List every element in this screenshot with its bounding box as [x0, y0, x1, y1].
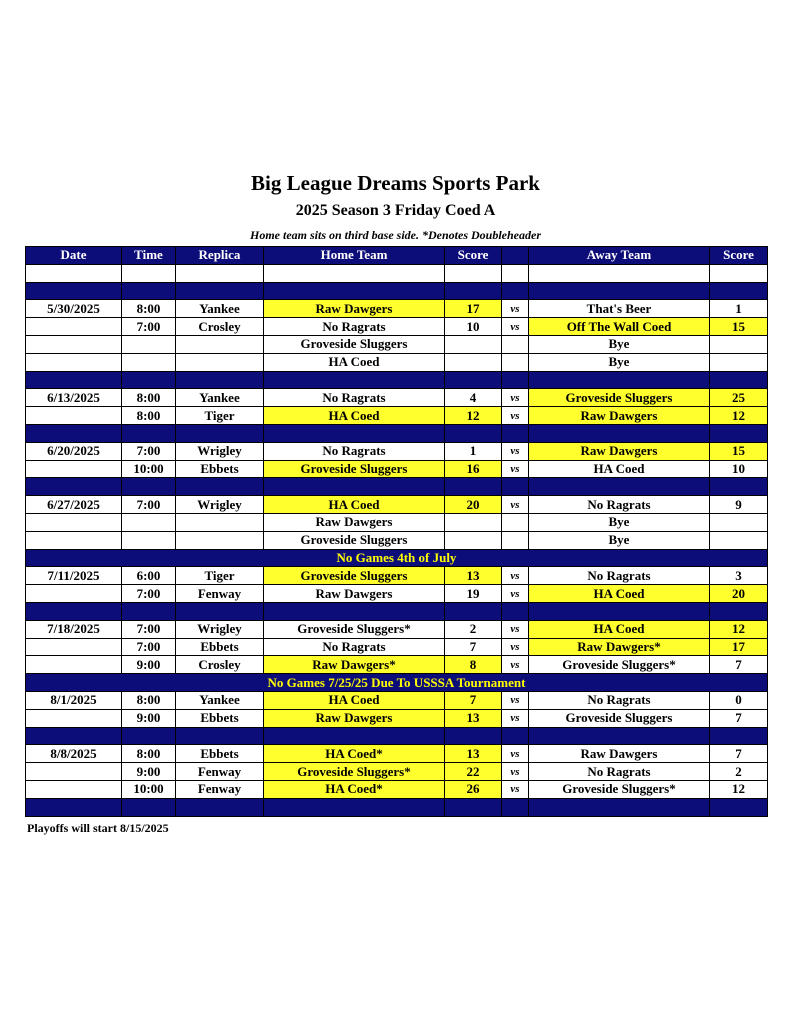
vs-cell: vs: [502, 496, 529, 514]
separator-cell: [122, 798, 176, 816]
date-cell: [26, 656, 122, 674]
vs-cell: vs: [502, 656, 529, 674]
separator-cell: [710, 602, 768, 620]
separator-cell: [264, 798, 445, 816]
home-score-cell: 20: [445, 496, 502, 514]
away-team-cell: Groveside Sluggers: [529, 389, 710, 407]
vs-cell: vs: [502, 691, 529, 709]
separator-cell: [176, 282, 264, 300]
away-team-cell: HA Coed: [529, 460, 710, 478]
replica-cell: Wrigley: [176, 442, 264, 460]
separator-cell: [502, 602, 529, 620]
column-header-away-score: Score: [710, 247, 768, 265]
away-team-cell: Bye: [529, 513, 710, 531]
replica-cell: Yankee: [176, 691, 264, 709]
column-header-time: Time: [122, 247, 176, 265]
time-cell: 8:00: [122, 745, 176, 763]
separator-cell: [176, 602, 264, 620]
replica-cell: Ebbets: [176, 709, 264, 727]
separator-cell: [264, 282, 445, 300]
away-score-cell: 7: [710, 709, 768, 727]
time-cell: 7:00: [122, 318, 176, 336]
home-score-cell: 4: [445, 389, 502, 407]
separator-cell: [26, 727, 122, 745]
game-row: [26, 496, 768, 514]
replica-cell: [176, 353, 264, 371]
away-team-cell: Raw Dawgers*: [529, 638, 710, 656]
vs-cell: vs: [502, 745, 529, 763]
home-team-cell: Groveside Sluggers: [264, 531, 445, 549]
column-header-away-team: Away Team: [529, 247, 710, 265]
separator-cell: [122, 371, 176, 389]
game-row: [26, 531, 768, 549]
separator-cell: [445, 371, 502, 389]
separator-cell: [445, 478, 502, 496]
page-subtitle: 2025 Season 3 Friday Coed A: [295, 202, 496, 219]
replica-cell: [176, 513, 264, 531]
date-cell: 6/13/2025: [26, 389, 122, 407]
separator-cell: [122, 478, 176, 496]
replica-cell: Yankee: [176, 389, 264, 407]
away-team-cell: No Ragrats: [529, 763, 710, 781]
separator-row: [26, 478, 768, 496]
date-cell: [26, 638, 122, 656]
game-row: [26, 460, 768, 478]
separator-cell: [445, 602, 502, 620]
vs-cell: [502, 335, 529, 353]
vs-cell: vs: [502, 638, 529, 656]
home-score-cell: [445, 335, 502, 353]
vs-cell: vs: [502, 407, 529, 425]
schedule-table: [25, 246, 768, 817]
blank-cell: [122, 264, 176, 282]
separator-cell: [529, 798, 710, 816]
time-cell: 8:00: [122, 300, 176, 318]
home-score-cell: [445, 531, 502, 549]
time-cell: [122, 513, 176, 531]
home-score-cell: 26: [445, 780, 502, 798]
vs-cell: vs: [502, 442, 529, 460]
page-title: Big League Dreams Sports Park: [251, 171, 540, 195]
home-team-cell: Groveside Sluggers*: [264, 620, 445, 638]
separator-row: [26, 282, 768, 300]
away-score-cell: [710, 531, 768, 549]
home-team-cell: HA Coed: [264, 691, 445, 709]
date-cell: [26, 407, 122, 425]
vs-cell: [502, 353, 529, 371]
separator-cell: [26, 478, 122, 496]
game-row: [26, 691, 768, 709]
away-score-cell: 7: [710, 656, 768, 674]
home-team-cell: No Ragrats: [264, 318, 445, 336]
away-score-cell: [710, 513, 768, 531]
blank-cell: [502, 264, 529, 282]
home-score-cell: 1: [445, 442, 502, 460]
date-cell: [26, 709, 122, 727]
replica-cell: Wrigley: [176, 496, 264, 514]
replica-cell: Fenway: [176, 780, 264, 798]
game-row: [26, 763, 768, 781]
game-row: [26, 745, 768, 763]
separator-cell: [264, 602, 445, 620]
away-score-cell: 7: [710, 745, 768, 763]
game-row: [26, 620, 768, 638]
away-team-cell: Raw Dawgers: [529, 407, 710, 425]
no-games-banner: No Games 4th of July: [26, 549, 768, 567]
home-team-cell: Raw Dawgers: [264, 709, 445, 727]
game-row: [26, 780, 768, 798]
home-score-cell: 8: [445, 656, 502, 674]
replica-cell: [176, 335, 264, 353]
away-team-cell: No Ragrats: [529, 691, 710, 709]
separator-cell: [122, 282, 176, 300]
separator-cell: [26, 602, 122, 620]
separator-cell: [122, 727, 176, 745]
separator-cell: [26, 371, 122, 389]
home-team-cell: HA Coed*: [264, 780, 445, 798]
away-team-cell: No Ragrats: [529, 567, 710, 585]
replica-cell: Crosley: [176, 318, 264, 336]
replica-cell: Wrigley: [176, 620, 264, 638]
vs-cell: [502, 513, 529, 531]
vs-cell: vs: [502, 460, 529, 478]
column-header-vs: [502, 247, 529, 265]
home-team-cell: No Ragrats: [264, 389, 445, 407]
separator-row: [26, 798, 768, 816]
blank-row: [26, 264, 768, 282]
away-score-cell: 20: [710, 585, 768, 603]
time-cell: 7:00: [122, 496, 176, 514]
separator-cell: [529, 424, 710, 442]
replica-cell: Fenway: [176, 585, 264, 603]
time-cell: 8:00: [122, 389, 176, 407]
time-cell: 9:00: [122, 763, 176, 781]
time-cell: 6:00: [122, 567, 176, 585]
blank-cell: [26, 264, 122, 282]
home-team-cell: HA Coed: [264, 353, 445, 371]
away-score-cell: [710, 335, 768, 353]
separator-cell: [122, 424, 176, 442]
blank-cell: [529, 264, 710, 282]
separator-cell: [26, 282, 122, 300]
separator-cell: [529, 727, 710, 745]
date-cell: 5/30/2025: [26, 300, 122, 318]
home-score-cell: 16: [445, 460, 502, 478]
separator-cell: [710, 798, 768, 816]
replica-cell: Yankee: [176, 300, 264, 318]
home-score-cell: 7: [445, 638, 502, 656]
home-team-cell: HA Coed*: [264, 745, 445, 763]
column-header-replica: Replica: [176, 247, 264, 265]
home-team-cell: Groveside Sluggers: [264, 335, 445, 353]
home-team-cell: Raw Dawgers*: [264, 656, 445, 674]
home-score-cell: 13: [445, 745, 502, 763]
separator-cell: [264, 478, 445, 496]
separator-cell: [176, 371, 264, 389]
separator-cell: [176, 798, 264, 816]
home-team-cell: HA Coed: [264, 496, 445, 514]
separator-cell: [502, 727, 529, 745]
separator-cell: [502, 798, 529, 816]
away-team-cell: Bye: [529, 335, 710, 353]
game-row: [26, 567, 768, 585]
no-games-banner: No Games 7/25/25 Due To USSSA Tournament: [26, 674, 768, 692]
separator-cell: [445, 282, 502, 300]
separator-cell: [122, 602, 176, 620]
home-team-cell: No Ragrats: [264, 638, 445, 656]
date-cell: [26, 460, 122, 478]
separator-row: [26, 727, 768, 745]
separator-cell: [264, 727, 445, 745]
separator-cell: [502, 478, 529, 496]
replica-cell: Tiger: [176, 407, 264, 425]
away-team-cell: That's Beer: [529, 300, 710, 318]
away-score-cell: 12: [710, 407, 768, 425]
schedule-body: [26, 264, 768, 816]
home-team-cell: Raw Dawgers: [264, 300, 445, 318]
separator-cell: [710, 478, 768, 496]
date-cell: 7/18/2025: [26, 620, 122, 638]
time-cell: [122, 335, 176, 353]
away-team-cell: Groveside Sluggers*: [529, 656, 710, 674]
separator-cell: [176, 478, 264, 496]
column-header-home-team: Home Team: [264, 247, 445, 265]
separator-cell: [264, 424, 445, 442]
away-score-cell: 15: [710, 318, 768, 336]
home-team-cell: Groveside Sluggers: [264, 567, 445, 585]
away-score-cell: 17: [710, 638, 768, 656]
date-cell: [26, 353, 122, 371]
away-score-cell: 10: [710, 460, 768, 478]
time-cell: [122, 353, 176, 371]
away-score-cell: 2: [710, 763, 768, 781]
separator-row: [26, 602, 768, 620]
home-score-cell: 7: [445, 691, 502, 709]
game-row: [26, 300, 768, 318]
blank-cell: [710, 264, 768, 282]
game-row: [26, 638, 768, 656]
away-team-cell: HA Coed: [529, 585, 710, 603]
blank-cell: [445, 264, 502, 282]
time-cell: [122, 531, 176, 549]
vs-cell: vs: [502, 567, 529, 585]
game-row: [26, 353, 768, 371]
date-cell: 6/27/2025: [26, 496, 122, 514]
away-score-cell: 1: [710, 300, 768, 318]
away-team-cell: HA Coed: [529, 620, 710, 638]
blank-cell: [176, 264, 264, 282]
time-cell: 7:00: [122, 442, 176, 460]
separator-cell: [529, 282, 710, 300]
separator-cell: [502, 282, 529, 300]
date-cell: [26, 763, 122, 781]
date-cell: 6/20/2025: [26, 442, 122, 460]
replica-cell: Ebbets: [176, 638, 264, 656]
away-team-cell: Bye: [529, 531, 710, 549]
home-score-cell: [445, 353, 502, 371]
time-cell: 8:00: [122, 691, 176, 709]
home-score-cell: 19: [445, 585, 502, 603]
date-cell: [26, 531, 122, 549]
away-score-cell: 15: [710, 442, 768, 460]
away-team-cell: Groveside Sluggers*: [529, 780, 710, 798]
away-team-cell: Raw Dawgers: [529, 745, 710, 763]
time-cell: 9:00: [122, 656, 176, 674]
replica-cell: Crosley: [176, 656, 264, 674]
game-row: [26, 407, 768, 425]
no-games-banner-row: [26, 674, 768, 692]
time-cell: 7:00: [122, 638, 176, 656]
home-score-cell: 22: [445, 763, 502, 781]
separator-cell: [176, 727, 264, 745]
separator-cell: [710, 282, 768, 300]
time-cell: 8:00: [122, 407, 176, 425]
replica-cell: Ebbets: [176, 745, 264, 763]
away-team-cell: Raw Dawgers: [529, 442, 710, 460]
separator-cell: [264, 371, 445, 389]
away-score-cell: 25: [710, 389, 768, 407]
table-header-row: [26, 247, 768, 265]
separator-cell: [445, 727, 502, 745]
date-cell: 7/11/2025: [26, 567, 122, 585]
replica-cell: [176, 531, 264, 549]
date-cell: [26, 335, 122, 353]
separator-cell: [445, 798, 502, 816]
blank-cell: [264, 264, 445, 282]
game-row: [26, 389, 768, 407]
separator-cell: [26, 424, 122, 442]
time-cell: 10:00: [122, 460, 176, 478]
date-cell: 8/8/2025: [26, 745, 122, 763]
time-cell: 10:00: [122, 780, 176, 798]
replica-cell: Ebbets: [176, 460, 264, 478]
home-team-note: Home team sits on third base side. *Denotes Doubleheader: [250, 228, 541, 242]
away-score-cell: 0: [710, 691, 768, 709]
separator-cell: [502, 371, 529, 389]
vs-cell: vs: [502, 763, 529, 781]
home-score-cell: 13: [445, 709, 502, 727]
away-score-cell: 12: [710, 780, 768, 798]
time-cell: 9:00: [122, 709, 176, 727]
date-cell: [26, 780, 122, 798]
date-cell: [26, 318, 122, 336]
game-row: [26, 656, 768, 674]
home-score-cell: 13: [445, 567, 502, 585]
playoffs-note: Playoffs will start 8/15/2025: [27, 821, 169, 835]
vs-cell: vs: [502, 709, 529, 727]
game-row: [26, 513, 768, 531]
separator-cell: [529, 371, 710, 389]
game-row: [26, 709, 768, 727]
away-team-cell: No Ragrats: [529, 496, 710, 514]
vs-cell: [502, 531, 529, 549]
vs-cell: vs: [502, 318, 529, 336]
date-cell: [26, 513, 122, 531]
separator-row: [26, 424, 768, 442]
separator-cell: [710, 371, 768, 389]
separator-cell: [710, 424, 768, 442]
away-team-cell: Bye: [529, 353, 710, 371]
home-team-cell: No Ragrats: [264, 442, 445, 460]
away-team-cell: Off The Wall Coed: [529, 318, 710, 336]
game-row: [26, 442, 768, 460]
vs-cell: vs: [502, 620, 529, 638]
home-team-cell: Groveside Sluggers: [264, 460, 445, 478]
away-team-cell: Groveside Sluggers: [529, 709, 710, 727]
home-score-cell: 10: [445, 318, 502, 336]
home-team-cell: Raw Dawgers: [264, 585, 445, 603]
column-header-home-score: Score: [445, 247, 502, 265]
separator-cell: [529, 602, 710, 620]
game-row: [26, 585, 768, 603]
separator-cell: [529, 478, 710, 496]
home-score-cell: 2: [445, 620, 502, 638]
away-score-cell: 12: [710, 620, 768, 638]
time-cell: 7:00: [122, 620, 176, 638]
home-score-cell: 12: [445, 407, 502, 425]
away-score-cell: [710, 353, 768, 371]
time-cell: 7:00: [122, 585, 176, 603]
vs-cell: vs: [502, 300, 529, 318]
home-score-cell: [445, 513, 502, 531]
replica-cell: Fenway: [176, 763, 264, 781]
separator-cell: [176, 424, 264, 442]
separator-row: [26, 371, 768, 389]
game-row: [26, 318, 768, 336]
column-header-date: Date: [26, 247, 122, 265]
date-cell: [26, 585, 122, 603]
separator-cell: [26, 798, 122, 816]
home-team-cell: Groveside Sluggers*: [264, 763, 445, 781]
replica-cell: Tiger: [176, 567, 264, 585]
vs-cell: vs: [502, 585, 529, 603]
separator-cell: [710, 727, 768, 745]
home-score-cell: 17: [445, 300, 502, 318]
vs-cell: vs: [502, 780, 529, 798]
home-team-cell: HA Coed: [264, 407, 445, 425]
home-team-cell: Raw Dawgers: [264, 513, 445, 531]
date-cell: 8/1/2025: [26, 691, 122, 709]
vs-cell: vs: [502, 389, 529, 407]
game-row: [26, 335, 768, 353]
away-score-cell: 3: [710, 567, 768, 585]
no-games-banner-row: [26, 549, 768, 567]
separator-cell: [502, 424, 529, 442]
away-score-cell: 9: [710, 496, 768, 514]
separator-cell: [445, 424, 502, 442]
